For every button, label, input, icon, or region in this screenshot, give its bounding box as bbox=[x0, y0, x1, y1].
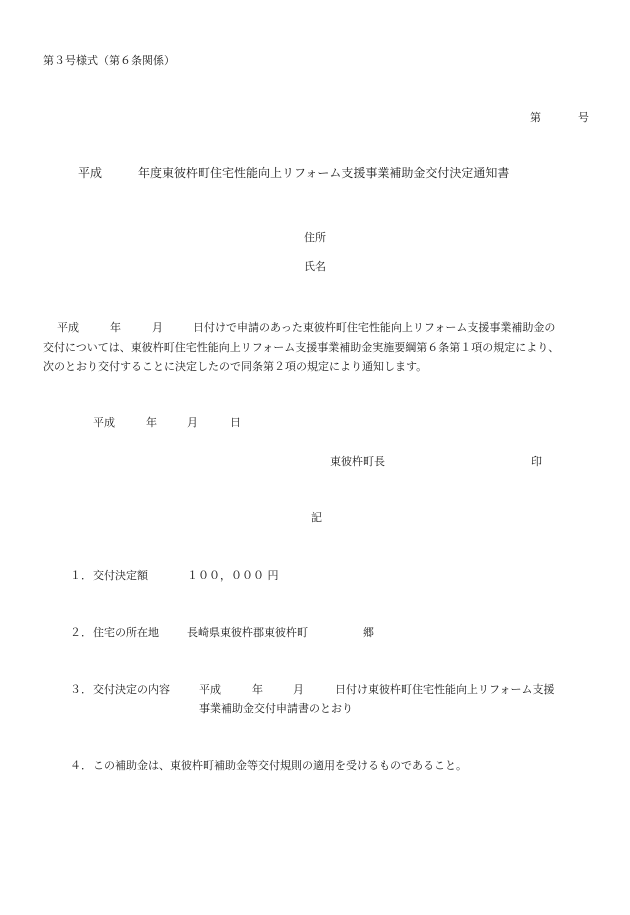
item-4-number: ４． bbox=[70, 759, 92, 772]
body-line1: 日付けで申請のあった東彼杵町住宅性能向上リフォーム支援事業補助金の bbox=[193, 321, 556, 334]
issuer-name: 東彼杵町長 bbox=[330, 455, 385, 468]
issue-date-month: 月 bbox=[187, 416, 198, 429]
issue-date-day: 日 bbox=[230, 416, 241, 429]
item-1-label: 交付決定額 bbox=[93, 569, 148, 582]
address-label: 住所 bbox=[304, 231, 326, 244]
body-line2: 交付については、東彼杵町住宅性能向上リフォーム支援事業補助金実施要綱第６条第１項の規定により、 bbox=[43, 341, 560, 354]
body-line3: 次のとおり交付することに決定したので同条第２項の規定により通知します。 bbox=[43, 360, 428, 373]
body-month: 月 bbox=[152, 321, 163, 334]
title-era: 平成 bbox=[78, 166, 103, 180]
issue-date-era: 平成 bbox=[93, 416, 115, 429]
item-3-era: 平成 bbox=[199, 683, 221, 696]
item-1-value: １００，０００ 円 bbox=[187, 569, 279, 582]
form-label: 第３号様式（第６条関係） bbox=[43, 54, 175, 67]
seal-mark: 印 bbox=[531, 455, 542, 468]
item-2-label: 住宅の所在地 bbox=[93, 626, 159, 639]
item-2-number: ２． bbox=[70, 626, 92, 639]
issue-date-year: 年 bbox=[146, 416, 157, 429]
item-1-number: １． bbox=[70, 569, 92, 582]
item-4-text: この補助金は、東彼杵町補助金等交付規則の適用を受けるものであること。 bbox=[93, 759, 467, 772]
body-era: 平成 bbox=[57, 321, 79, 334]
document-number-prefix: 第 bbox=[530, 111, 541, 124]
item-3-year: 年 bbox=[252, 683, 263, 696]
body-year: 年 bbox=[110, 321, 121, 334]
item-3-value-line2: 事業補助金交付申請書のとおり bbox=[199, 702, 353, 715]
document-number-suffix: 号 bbox=[578, 111, 589, 124]
item-3-label: 交付決定の内容 bbox=[93, 683, 170, 696]
item-2-value-suffix: 郷 bbox=[363, 626, 374, 639]
title-text: 年度東彼杵町住宅性能向上リフォーム支援事業補助金交付決定通知書 bbox=[138, 166, 510, 180]
item-3-number: ３． bbox=[70, 683, 92, 696]
item-3-month: 月 bbox=[293, 683, 304, 696]
ki-heading: 記 bbox=[311, 511, 322, 524]
item-2-value: 長崎県東彼杵郡東彼杵町 bbox=[187, 626, 308, 639]
item-3-value-line1: 日付け東彼杵町住宅性能向上リフォーム支援 bbox=[335, 683, 555, 696]
name-label: 氏名 bbox=[304, 260, 326, 273]
